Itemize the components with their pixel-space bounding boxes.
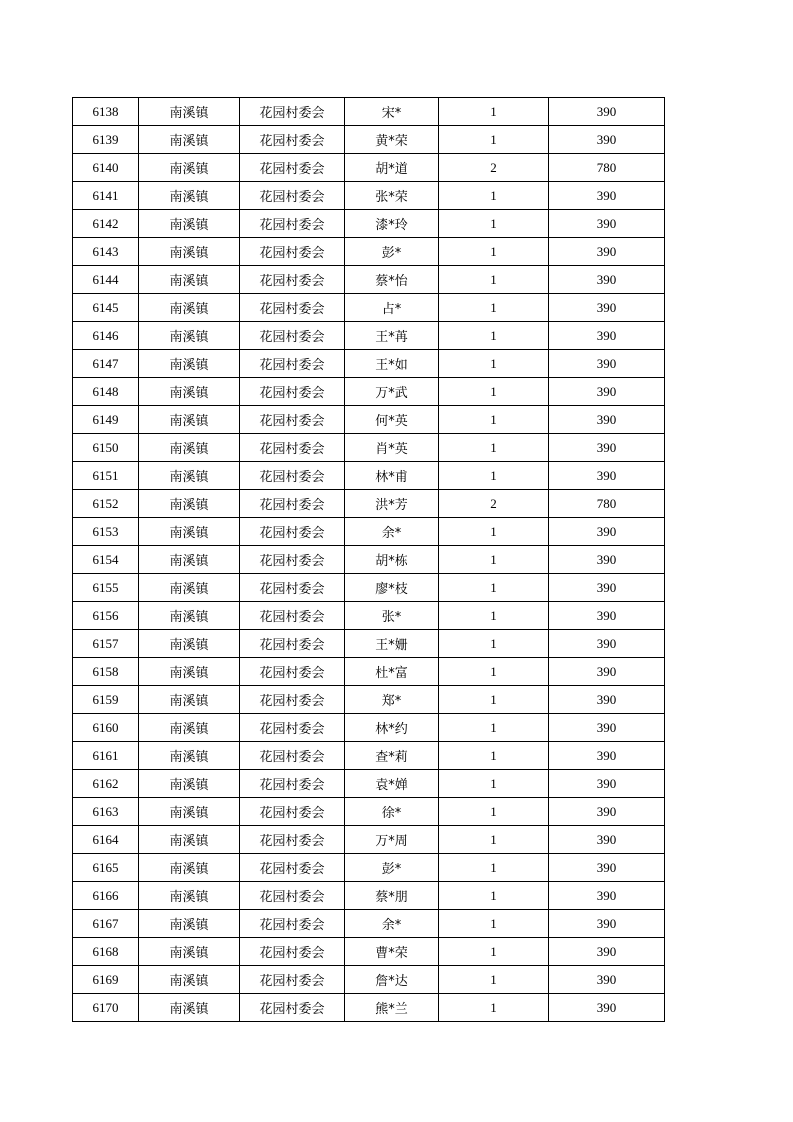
village-cell: 花园村委会 — [240, 910, 345, 938]
row-id-cell: 6156 — [73, 602, 139, 630]
town-cell: 南溪镇 — [139, 98, 240, 126]
row-id-cell: 6165 — [73, 854, 139, 882]
count-cell: 1 — [439, 182, 549, 210]
table-row — [73, 994, 665, 1022]
amount-cell: 390 — [549, 210, 665, 238]
amount-cell: 390 — [549, 434, 665, 462]
row-id-cell: 6166 — [73, 882, 139, 910]
village-cell: 花园村委会 — [240, 350, 345, 378]
count-cell: 1 — [439, 462, 549, 490]
row-id-cell: 6150 — [73, 434, 139, 462]
row-id-cell: 6143 — [73, 238, 139, 266]
amount-cell: 390 — [549, 630, 665, 658]
table-row — [73, 378, 665, 406]
row-id-cell: 6161 — [73, 742, 139, 770]
village-cell: 花园村委会 — [240, 98, 345, 126]
town-cell: 南溪镇 — [139, 182, 240, 210]
village-cell: 花园村委会 — [240, 854, 345, 882]
amount-cell: 390 — [549, 378, 665, 406]
row-id-cell: 6139 — [73, 126, 139, 154]
town-cell: 南溪镇 — [139, 322, 240, 350]
count-cell: 2 — [439, 154, 549, 182]
town-cell: 南溪镇 — [139, 938, 240, 966]
village-cell: 花园村委会 — [240, 210, 345, 238]
person-name-cell: 余* — [345, 910, 439, 938]
town-cell: 南溪镇 — [139, 630, 240, 658]
village-cell: 花园村委会 — [240, 546, 345, 574]
town-cell: 南溪镇 — [139, 882, 240, 910]
count-cell: 1 — [439, 882, 549, 910]
table-row — [73, 518, 665, 546]
person-name-cell: 占* — [345, 294, 439, 322]
person-name-cell: 彭* — [345, 238, 439, 266]
table-row — [73, 182, 665, 210]
row-id-cell: 6149 — [73, 406, 139, 434]
village-cell: 花园村委会 — [240, 882, 345, 910]
count-cell: 1 — [439, 798, 549, 826]
person-name-cell: 郑* — [345, 686, 439, 714]
person-name-cell: 蔡*朋 — [345, 882, 439, 910]
amount-cell: 390 — [549, 602, 665, 630]
table-row — [73, 266, 665, 294]
amount-cell: 390 — [549, 714, 665, 742]
amount-cell: 390 — [549, 798, 665, 826]
village-cell: 花园村委会 — [240, 266, 345, 294]
count-cell: 2 — [439, 490, 549, 518]
town-cell: 南溪镇 — [139, 406, 240, 434]
person-name-cell: 詹*达 — [345, 966, 439, 994]
town-cell: 南溪镇 — [139, 518, 240, 546]
amount-cell: 390 — [549, 658, 665, 686]
amount-cell: 390 — [549, 238, 665, 266]
table-row — [73, 126, 665, 154]
person-name-cell: 张* — [345, 602, 439, 630]
village-cell: 花园村委会 — [240, 490, 345, 518]
village-cell: 花园村委会 — [240, 378, 345, 406]
village-cell: 花园村委会 — [240, 406, 345, 434]
town-cell: 南溪镇 — [139, 854, 240, 882]
person-name-cell: 蔡*怡 — [345, 266, 439, 294]
village-cell: 花园村委会 — [240, 826, 345, 854]
amount-cell: 390 — [549, 994, 665, 1022]
person-name-cell: 林*甫 — [345, 462, 439, 490]
amount-cell: 780 — [549, 154, 665, 182]
amount-cell: 390 — [549, 770, 665, 798]
count-cell: 1 — [439, 658, 549, 686]
row-id-cell: 6163 — [73, 798, 139, 826]
person-name-cell: 王*姗 — [345, 630, 439, 658]
village-cell: 花园村委会 — [240, 518, 345, 546]
row-id-cell: 6153 — [73, 518, 139, 546]
roster-body — [73, 98, 665, 1022]
person-name-cell: 胡*道 — [345, 154, 439, 182]
amount-cell: 390 — [549, 266, 665, 294]
person-name-cell: 袁*婵 — [345, 770, 439, 798]
row-id-cell: 6151 — [73, 462, 139, 490]
person-name-cell: 王*如 — [345, 350, 439, 378]
amount-cell: 390 — [549, 518, 665, 546]
count-cell: 1 — [439, 126, 549, 154]
row-id-cell: 6162 — [73, 770, 139, 798]
count-cell: 1 — [439, 938, 549, 966]
village-cell: 花园村委会 — [240, 294, 345, 322]
table-row — [73, 882, 665, 910]
person-name-cell: 万*武 — [345, 378, 439, 406]
person-name-cell: 廖*枝 — [345, 574, 439, 602]
table-row — [73, 294, 665, 322]
village-cell: 花园村委会 — [240, 938, 345, 966]
amount-cell: 390 — [549, 910, 665, 938]
village-cell: 花园村委会 — [240, 126, 345, 154]
table-row — [73, 434, 665, 462]
town-cell: 南溪镇 — [139, 966, 240, 994]
town-cell: 南溪镇 — [139, 798, 240, 826]
row-id-cell: 6168 — [73, 938, 139, 966]
person-name-cell: 万*周 — [345, 826, 439, 854]
row-id-cell: 6164 — [73, 826, 139, 854]
person-name-cell: 徐* — [345, 798, 439, 826]
person-name-cell: 王*苒 — [345, 322, 439, 350]
village-cell: 花园村委会 — [240, 742, 345, 770]
person-name-cell: 熊*兰 — [345, 994, 439, 1022]
village-cell: 花园村委会 — [240, 322, 345, 350]
amount-cell: 390 — [549, 350, 665, 378]
row-id-cell: 6148 — [73, 378, 139, 406]
town-cell: 南溪镇 — [139, 686, 240, 714]
village-cell: 花园村委会 — [240, 770, 345, 798]
table-row — [73, 770, 665, 798]
row-id-cell: 6145 — [73, 294, 139, 322]
count-cell: 1 — [439, 518, 549, 546]
village-cell: 花园村委会 — [240, 658, 345, 686]
count-cell: 1 — [439, 826, 549, 854]
table-row — [73, 406, 665, 434]
village-cell: 花园村委会 — [240, 154, 345, 182]
amount-cell: 390 — [549, 98, 665, 126]
amount-cell: 390 — [549, 546, 665, 574]
town-cell: 南溪镇 — [139, 770, 240, 798]
table-row — [73, 630, 665, 658]
town-cell: 南溪镇 — [139, 154, 240, 182]
count-cell: 1 — [439, 966, 549, 994]
village-cell: 花园村委会 — [240, 602, 345, 630]
row-id-cell: 6170 — [73, 994, 139, 1022]
village-cell: 花园村委会 — [240, 574, 345, 602]
town-cell: 南溪镇 — [139, 994, 240, 1022]
count-cell: 1 — [439, 714, 549, 742]
person-name-cell: 漆*玲 — [345, 210, 439, 238]
table-row — [73, 350, 665, 378]
village-cell: 花园村委会 — [240, 434, 345, 462]
person-name-cell: 林*约 — [345, 714, 439, 742]
town-cell: 南溪镇 — [139, 490, 240, 518]
amount-cell: 780 — [549, 490, 665, 518]
amount-cell: 390 — [549, 966, 665, 994]
town-cell: 南溪镇 — [139, 546, 240, 574]
table-row — [73, 154, 665, 182]
amount-cell: 390 — [549, 742, 665, 770]
row-id-cell: 6158 — [73, 658, 139, 686]
row-id-cell: 6154 — [73, 546, 139, 574]
count-cell: 1 — [439, 574, 549, 602]
village-cell: 花园村委会 — [240, 686, 345, 714]
count-cell: 1 — [439, 742, 549, 770]
count-cell: 1 — [439, 994, 549, 1022]
count-cell: 1 — [439, 546, 549, 574]
count-cell: 1 — [439, 266, 549, 294]
town-cell: 南溪镇 — [139, 910, 240, 938]
row-id-cell: 6147 — [73, 350, 139, 378]
town-cell: 南溪镇 — [139, 602, 240, 630]
amount-cell: 390 — [549, 854, 665, 882]
person-name-cell: 黄*荣 — [345, 126, 439, 154]
town-cell: 南溪镇 — [139, 350, 240, 378]
roster-table — [72, 97, 665, 1022]
town-cell: 南溪镇 — [139, 378, 240, 406]
count-cell: 1 — [439, 910, 549, 938]
person-name-cell: 胡*栋 — [345, 546, 439, 574]
table-row — [73, 910, 665, 938]
amount-cell: 390 — [549, 686, 665, 714]
person-name-cell: 张*荣 — [345, 182, 439, 210]
town-cell: 南溪镇 — [139, 742, 240, 770]
table-row — [73, 210, 665, 238]
person-name-cell: 肖*英 — [345, 434, 439, 462]
table-row — [73, 602, 665, 630]
table-row — [73, 490, 665, 518]
village-cell: 花园村委会 — [240, 714, 345, 742]
count-cell: 1 — [439, 238, 549, 266]
person-name-cell: 洪*芳 — [345, 490, 439, 518]
village-cell: 花园村委会 — [240, 238, 345, 266]
amount-cell: 390 — [549, 826, 665, 854]
village-cell: 花园村委会 — [240, 462, 345, 490]
amount-cell: 390 — [549, 882, 665, 910]
row-id-cell: 6157 — [73, 630, 139, 658]
row-id-cell: 6141 — [73, 182, 139, 210]
table-row — [73, 658, 665, 686]
row-id-cell: 6140 — [73, 154, 139, 182]
amount-cell: 390 — [549, 126, 665, 154]
row-id-cell: 6138 — [73, 98, 139, 126]
count-cell: 1 — [439, 434, 549, 462]
village-cell: 花园村委会 — [240, 966, 345, 994]
table-row — [73, 546, 665, 574]
town-cell: 南溪镇 — [139, 434, 240, 462]
table-row — [73, 938, 665, 966]
table-row — [73, 826, 665, 854]
amount-cell: 390 — [549, 574, 665, 602]
row-id-cell: 6152 — [73, 490, 139, 518]
table-row — [73, 966, 665, 994]
table-row — [73, 238, 665, 266]
count-cell: 1 — [439, 210, 549, 238]
count-cell: 1 — [439, 686, 549, 714]
row-id-cell: 6160 — [73, 714, 139, 742]
table-row — [73, 462, 665, 490]
row-id-cell: 6159 — [73, 686, 139, 714]
table-row — [73, 798, 665, 826]
table-row — [73, 574, 665, 602]
amount-cell: 390 — [549, 322, 665, 350]
count-cell: 1 — [439, 378, 549, 406]
row-id-cell: 6169 — [73, 966, 139, 994]
row-id-cell: 6144 — [73, 266, 139, 294]
row-id-cell: 6142 — [73, 210, 139, 238]
amount-cell: 390 — [549, 182, 665, 210]
town-cell: 南溪镇 — [139, 826, 240, 854]
table-row — [73, 98, 665, 126]
row-id-cell: 6146 — [73, 322, 139, 350]
village-cell: 花园村委会 — [240, 630, 345, 658]
town-cell: 南溪镇 — [139, 574, 240, 602]
table-row — [73, 854, 665, 882]
town-cell: 南溪镇 — [139, 462, 240, 490]
person-name-cell: 曹*荣 — [345, 938, 439, 966]
person-name-cell: 余* — [345, 518, 439, 546]
person-name-cell: 何*英 — [345, 406, 439, 434]
row-id-cell: 6167 — [73, 910, 139, 938]
amount-cell: 390 — [549, 406, 665, 434]
amount-cell: 390 — [549, 462, 665, 490]
table-row — [73, 714, 665, 742]
count-cell: 1 — [439, 98, 549, 126]
count-cell: 1 — [439, 294, 549, 322]
count-cell: 1 — [439, 630, 549, 658]
count-cell: 1 — [439, 322, 549, 350]
person-name-cell: 宋* — [345, 98, 439, 126]
row-id-cell: 6155 — [73, 574, 139, 602]
count-cell: 1 — [439, 602, 549, 630]
person-name-cell: 杜*富 — [345, 658, 439, 686]
count-cell: 1 — [439, 350, 549, 378]
town-cell: 南溪镇 — [139, 294, 240, 322]
person-name-cell: 彭* — [345, 854, 439, 882]
village-cell: 花园村委会 — [240, 994, 345, 1022]
table-row — [73, 742, 665, 770]
person-name-cell: 查*莉 — [345, 742, 439, 770]
town-cell: 南溪镇 — [139, 210, 240, 238]
village-cell: 花园村委会 — [240, 798, 345, 826]
count-cell: 1 — [439, 406, 549, 434]
town-cell: 南溪镇 — [139, 714, 240, 742]
count-cell: 1 — [439, 770, 549, 798]
town-cell: 南溪镇 — [139, 126, 240, 154]
town-cell: 南溪镇 — [139, 658, 240, 686]
amount-cell: 390 — [549, 294, 665, 322]
town-cell: 南溪镇 — [139, 238, 240, 266]
village-cell: 花园村委会 — [240, 182, 345, 210]
count-cell: 1 — [439, 854, 549, 882]
table-row — [73, 322, 665, 350]
table-row — [73, 686, 665, 714]
amount-cell: 390 — [549, 938, 665, 966]
town-cell: 南溪镇 — [139, 266, 240, 294]
